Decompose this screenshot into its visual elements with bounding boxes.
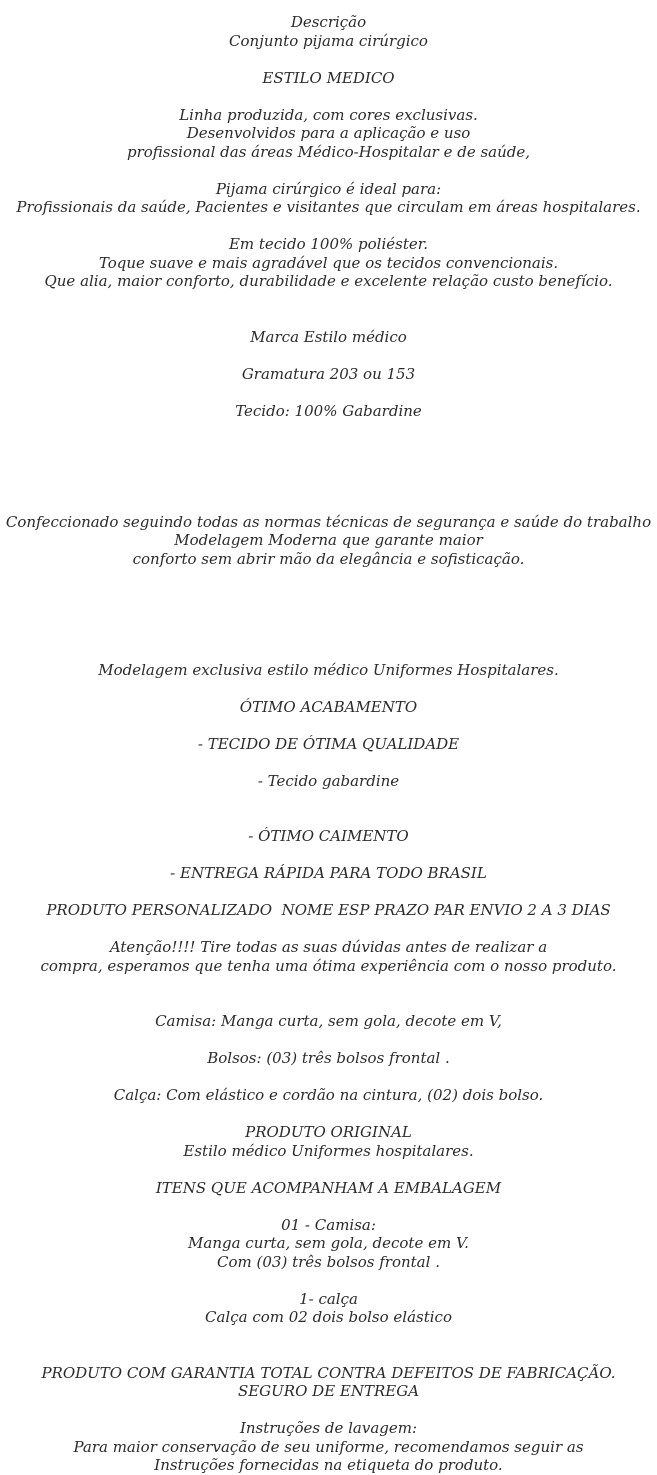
blank-line	[0, 87, 657, 106]
text-line: SEGURO DE ENTREGA	[237, 1382, 420, 1400]
blank-line	[0, 346, 657, 365]
blank-line	[0, 1271, 657, 1290]
blank-line	[0, 920, 657, 939]
blank-line	[0, 790, 657, 809]
text-line: Tecido: 100% Gabardine	[235, 401, 422, 420]
blank-line	[0, 1327, 657, 1346]
blank-line	[0, 1160, 657, 1179]
text-line: Pijama cirúrgico é ideal para:	[215, 179, 442, 198]
text-line: Para maior conservação de seu uniforme, recomendamos seguir as	[73, 1437, 584, 1456]
blank-line	[0, 217, 657, 236]
text-line: Toque suave e mais agradável que os tecidos convencionais.	[98, 253, 559, 272]
text-line: - ENTREGA RÁPIDA PARA TODO BRASIL	[170, 864, 487, 882]
text-line: ESTILO MEDICO	[262, 68, 395, 87]
text-line: Com (03) três bolsos frontal .	[217, 1252, 440, 1271]
text-line: profissional das áreas Médico-Hospitalar e de saúde,	[126, 142, 531, 161]
blank-line	[0, 161, 657, 180]
blank-line	[0, 476, 657, 495]
blank-line	[0, 809, 657, 828]
text-line: Profissionais da saúde, Pacientes e visitantes que circulam em áreas hospitalares.	[16, 198, 641, 216]
blank-line	[0, 1197, 657, 1216]
text-line: Modelagem exclusiva estilo médico Uniformes Hospitalares.	[98, 660, 559, 679]
text-line: Calça: Com elástico e cordão na cintura, (02) dois bolso.	[113, 1086, 544, 1104]
text-line: ITENS QUE ACOMPANHAM A EMBALAGEM	[155, 1178, 502, 1197]
text-line: Camisa: Manga curta, sem gola, decote em V,	[155, 1012, 502, 1030]
blank-line	[0, 975, 657, 994]
blank-line	[0, 439, 657, 458]
text-line: PRODUTO COM GARANTIA TOTAL CONTRA DEFEITOS DE FABRICAÇÃO.	[41, 1363, 616, 1382]
blank-line	[0, 1105, 657, 1124]
blank-line	[0, 642, 657, 661]
blank-line	[0, 753, 657, 772]
text-line: Calça com 02 dois bolso elástico	[204, 1308, 452, 1326]
blank-line	[0, 494, 657, 513]
text-line: Confeccionado seguindo todas as normas técnicas de segurança e saúde do trabalho	[5, 512, 652, 531]
text-line: - ÓTIMO CAIMENTO	[248, 827, 409, 845]
text-line: Conjunto pijama cirúrgico	[229, 31, 428, 50]
text-line: 1- calça	[299, 1289, 358, 1308]
text-line: Linha produzida, com cores exclusivas.	[179, 105, 478, 124]
blank-line	[0, 383, 657, 402]
text-line: Estilo médico Uniformes hospitalares.	[183, 1141, 474, 1160]
text-line: Modelagem Moderna que garante maior	[174, 531, 483, 549]
blank-line	[0, 420, 657, 439]
text-line: Atenção!!!! Tire todas as suas dúvidas antes de realizar a	[109, 938, 548, 956]
text-line: - Tecido gabardine	[257, 771, 400, 790]
blank-line	[0, 587, 657, 606]
text-line: Bolsos: (03) três bolsos frontal .	[207, 1049, 450, 1067]
text-line: Marca Estilo médico	[250, 327, 407, 346]
text-line: Manga curta, sem gola, decote em V.	[188, 1234, 469, 1252]
text-line: PRODUTO ORIGINAL	[245, 1123, 412, 1141]
blank-line	[0, 1031, 657, 1050]
blank-line	[0, 1068, 657, 1087]
text-line: Gramatura 203 ou 153	[241, 364, 416, 383]
text-line: Que alia, maior conforto, durabilidade e excelente relação custo benefício.	[44, 272, 613, 290]
blank-line	[0, 457, 657, 476]
text-line: - TECIDO DE ÓTIMA QUALIDADE	[197, 734, 460, 753]
blank-line	[0, 679, 657, 698]
blank-line	[0, 309, 657, 328]
text-line: Instruções fornecidas na etiqueta do produto.	[154, 1456, 503, 1474]
blank-line	[0, 291, 657, 310]
text-line: PRODUTO PERSONALIZADO NOME ESP PRAZO PAR ENVIO 2 A 3 DIAS	[46, 901, 611, 919]
blank-line	[0, 994, 657, 1013]
text-line: compra, esperamos que tenha uma ótima experiência com o nosso produto.	[40, 956, 617, 975]
blank-line	[0, 716, 657, 735]
blank-line	[0, 1401, 657, 1420]
blank-line	[0, 846, 657, 865]
blank-line	[0, 605, 657, 624]
blank-line	[0, 50, 657, 69]
text-line: Desenvolvidos para a aplicação e uso	[186, 124, 471, 142]
blank-line	[0, 1345, 657, 1364]
text-line: Em tecido 100% poliéster.	[228, 235, 429, 253]
blank-line	[0, 568, 657, 587]
text-line: 01 - Camisa:	[281, 1215, 376, 1234]
blank-line	[0, 883, 657, 902]
text-line: conforto sem abrir mão da elegância e sofisticação.	[132, 549, 525, 568]
text-line: Instruções de lavagem:	[239, 1419, 418, 1437]
blank-line	[0, 624, 657, 643]
text-line: ÓTIMO ACABAMENTO	[239, 697, 418, 716]
text-line: Descrição	[290, 13, 367, 31]
